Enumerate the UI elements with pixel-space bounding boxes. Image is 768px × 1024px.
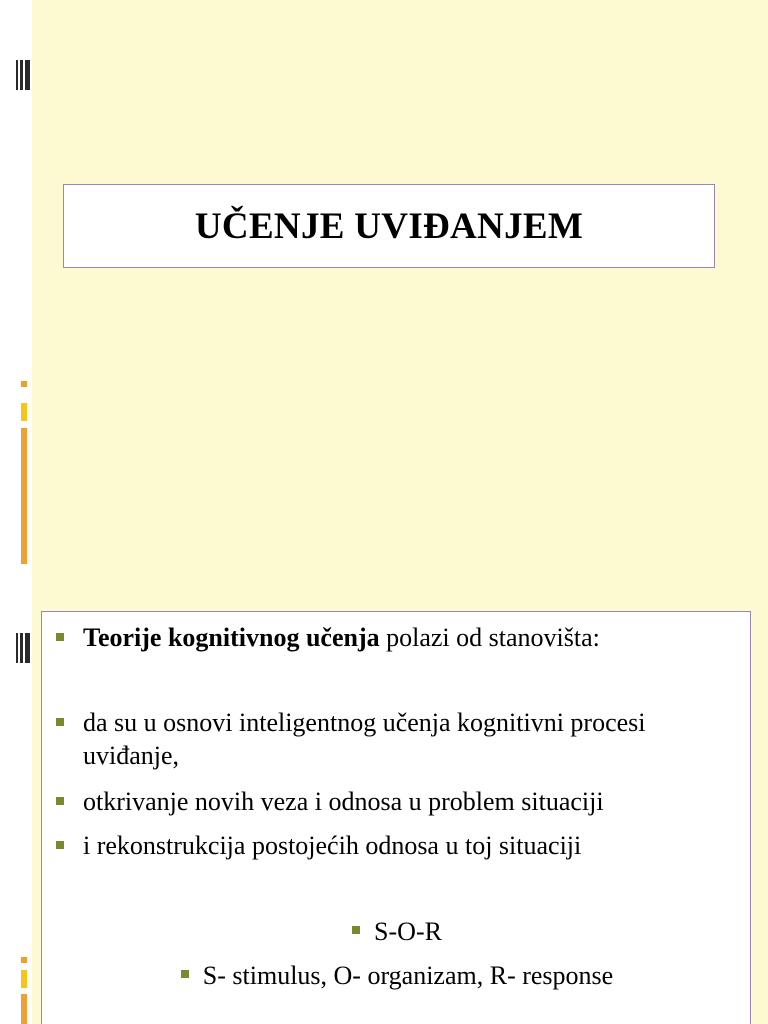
slide-content: [0, 575, 768, 1024]
bullet-icon: [181, 970, 189, 978]
bullet-icon: [56, 797, 64, 805]
bullet-text: i rekonstrukcija postojećih odnosa u toj situaciji: [83, 831, 582, 860]
bullet-icon: [56, 633, 64, 641]
bars-icon: [16, 60, 30, 90]
accent-strip-icon: [21, 970, 27, 988]
bullet-text: da su u osnovi inteligentnog učenja kognitivni procesi: [83, 708, 646, 737]
bullet-icon: [56, 718, 64, 726]
accent-strip-icon: [21, 381, 27, 387]
list-item: [42, 959, 752, 992]
accent-strip-icon: [21, 428, 27, 564]
bullet-text: polazi od stanovišta:: [379, 623, 600, 652]
bullet-bold-text: Teorije kognitivnog učenja: [83, 623, 380, 652]
slide-title-text: UČENJE UVIĐANJEM: [194, 205, 584, 247]
title-box: [63, 184, 715, 268]
accent-strip-icon: [21, 403, 27, 421]
bullet-icon: [56, 841, 64, 849]
list-item: [42, 915, 752, 948]
accent-strip-icon: [21, 957, 27, 963]
accent-strip-icon: [21, 994, 27, 1024]
slide-background: [32, 0, 768, 575]
bullet-text: S- stimulus, O- organizam, R- response: [202, 961, 614, 990]
bars-icon: [16, 633, 30, 663]
bullet-text: otkrivanje novih veza i odnosa u problem situaciji: [83, 787, 604, 816]
bullet-icon: [352, 926, 360, 934]
content-box: [41, 611, 751, 1024]
bullet-text: S-O-R: [374, 917, 442, 946]
bullet-text: uviđanje,: [83, 741, 180, 770]
